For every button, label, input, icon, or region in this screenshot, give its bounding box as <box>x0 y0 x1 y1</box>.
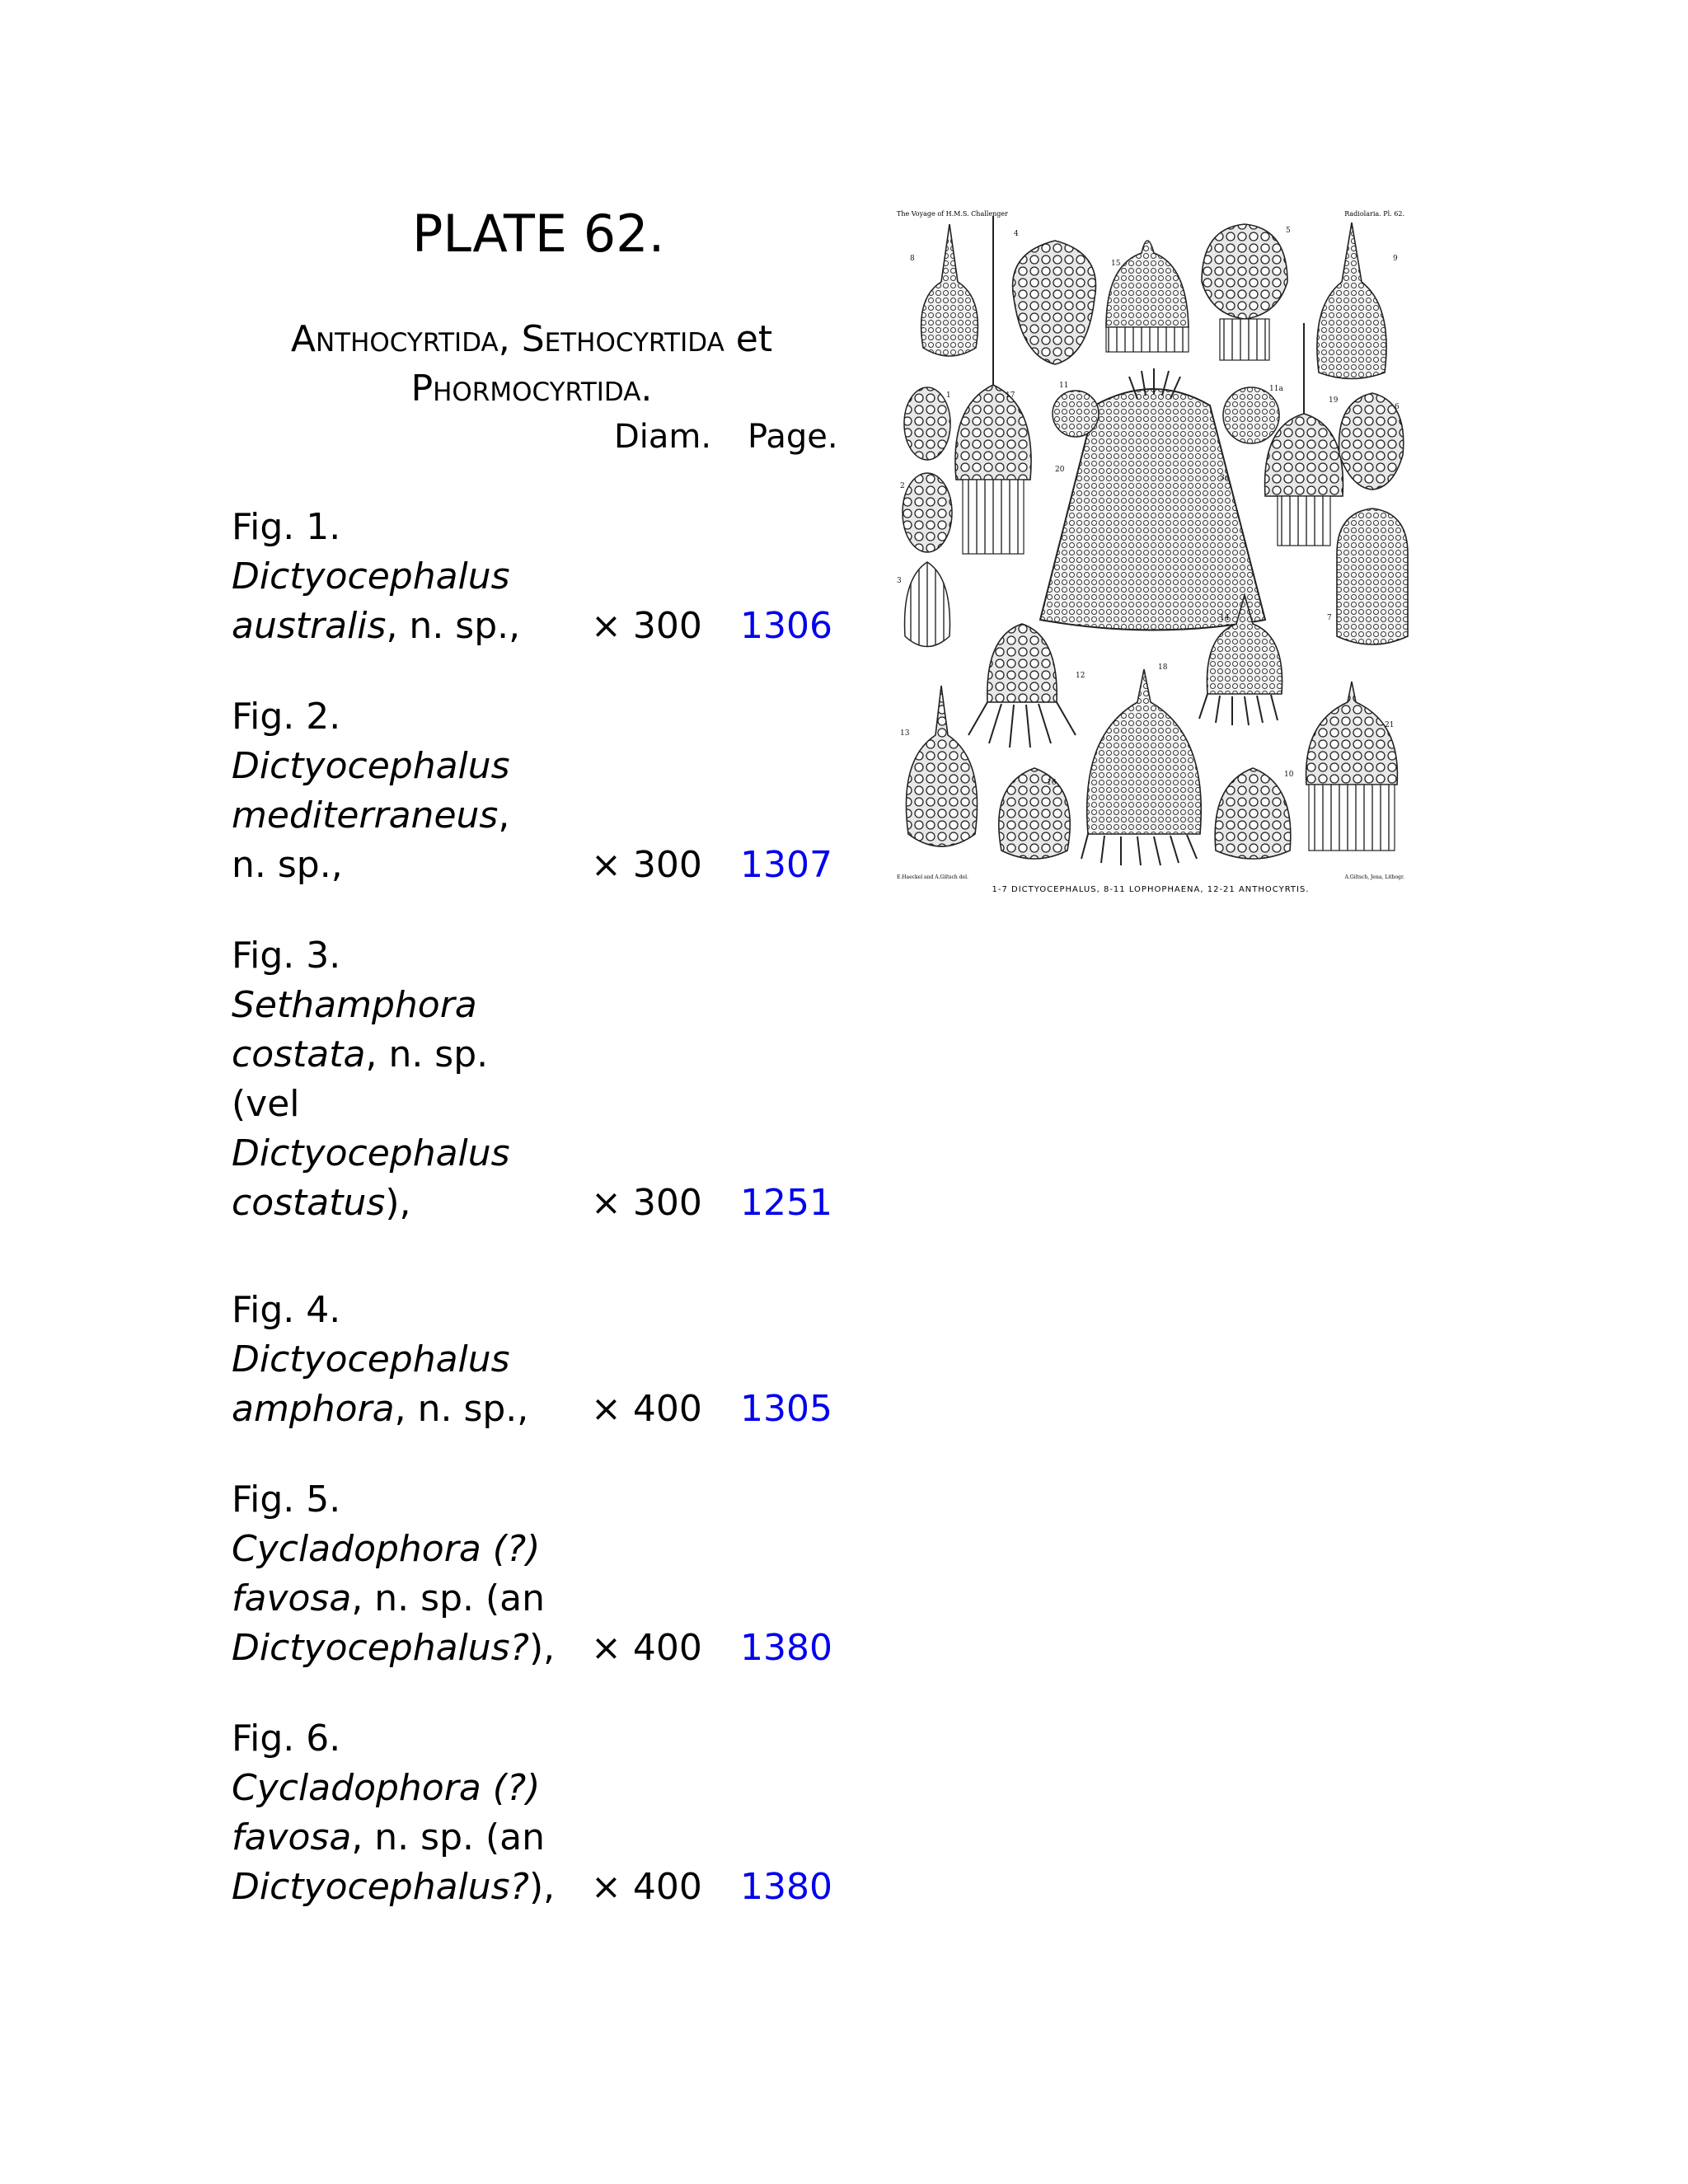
plate-illustration <box>890 208 1411 897</box>
specimen-5 <box>1202 224 1287 319</box>
species-name: Dictyocephalus? <box>232 1866 529 1908</box>
figure-name-line <box>232 1030 842 1080</box>
svg-text:1: 1 <box>946 391 951 400</box>
svg-text:21: 21 <box>1385 721 1395 729</box>
species-name: mediterraneus <box>232 794 499 837</box>
specimen-10 <box>1215 768 1291 859</box>
plate-subtitle <box>247 315 816 414</box>
figure-last-row <box>232 1179 842 1228</box>
figure-entry <box>232 692 842 890</box>
svg-text:11a: 11a <box>1269 385 1283 393</box>
name-text: n. sp., <box>232 844 343 886</box>
svg-text:18: 18 <box>1158 663 1168 672</box>
page-link[interactable]: 1306 <box>740 605 832 647</box>
name-text: , n. sp., <box>386 605 521 647</box>
figure-last-row <box>232 1624 842 1673</box>
magnification-value: × 400 <box>591 1388 702 1430</box>
figure-last-row <box>232 602 842 651</box>
specimen-4 <box>1013 241 1096 364</box>
plate-caption: 1-7 DICTYOCEPHALUS, 8-11 LOPHOPHAENA, 12-21 ANTHOCYRTIS. <box>992 885 1310 894</box>
svg-text:5: 5 <box>1286 227 1291 235</box>
specimen-19 <box>955 385 1031 480</box>
species-name: Cycladophora (?) <box>232 1767 541 1809</box>
magnification-value: × 300 <box>591 605 702 647</box>
magnification-value: × 300 <box>591 1182 702 1224</box>
species-name: costata <box>232 1033 366 1076</box>
figure-last-row <box>232 1385 842 1434</box>
specimen-9 <box>1317 223 1386 379</box>
magnification-value: × 300 <box>591 844 702 886</box>
figure-number: Fig. 1. <box>232 506 341 548</box>
svg-text:19: 19 <box>1329 396 1339 405</box>
svg-text:9: 9 <box>1393 255 1398 263</box>
plate-title: PLATE 62. <box>412 204 665 264</box>
figure-name-line <box>232 1385 528 1434</box>
page-link[interactable]: 1380 <box>740 1627 832 1669</box>
name-text: , n. sp. <box>365 1033 489 1076</box>
page-link[interactable]: 1305 <box>740 1388 832 1430</box>
figure-name-line <box>232 1129 842 1179</box>
figure-name-line <box>232 552 842 602</box>
magnification-value: × 400 <box>591 1866 702 1908</box>
svg-text:8: 8 <box>910 255 915 263</box>
figure-name-line <box>232 1813 842 1863</box>
specimen-12 <box>999 768 1070 859</box>
plate-footer-right: A.Giltsch, Jena, Lithogr. <box>1344 874 1404 880</box>
name-text: , n. sp. (an <box>351 1577 545 1619</box>
subtitle-family-last: Phormocyrtida. <box>410 368 653 410</box>
specimen-13 <box>906 686 977 846</box>
specimen-11a <box>1223 387 1279 443</box>
figure-entry <box>232 931 842 1228</box>
species-name: favosa <box>232 1577 352 1619</box>
specimen-2 <box>903 473 952 552</box>
figure-name-line <box>232 791 842 841</box>
specimen-16 <box>1087 669 1202 834</box>
figure-name-line <box>232 602 520 651</box>
figure-name-line <box>232 1764 842 1813</box>
figure-name-line <box>232 841 343 890</box>
specimen-17 <box>1106 241 1189 327</box>
svg-text:20: 20 <box>1055 466 1065 474</box>
name-text: , n. sp., <box>394 1388 529 1430</box>
name-text: , n. sp. (an <box>351 1816 545 1858</box>
subtitle-families: Anthocyrtida, Sethocyrtida <box>290 318 724 360</box>
svg-text:6: 6 <box>1395 403 1400 411</box>
column-header-page: Page. <box>748 418 838 456</box>
svg-text:16: 16 <box>1047 779 1057 787</box>
name-text: ), <box>528 1866 556 1908</box>
magnification-value: × 400 <box>591 1627 702 1669</box>
subtitle-et: et <box>735 318 773 360</box>
figure-name-line <box>232 742 842 791</box>
figure-name-line <box>232 1335 842 1385</box>
figure-name-line <box>232 1624 555 1673</box>
page-link[interactable]: 1307 <box>740 844 832 886</box>
plate-footer-left: E.Haeckel and A.Giltsch del. <box>897 874 968 880</box>
species-name: Dictyocephalus <box>232 555 510 598</box>
name-text: (vel <box>232 1083 300 1125</box>
svg-text:15: 15 <box>1111 260 1121 268</box>
species-name: Dictyocephalus <box>232 745 510 787</box>
name-text: ), <box>528 1627 556 1669</box>
figure-name-line <box>232 1574 842 1624</box>
specimen-7 <box>1337 509 1408 644</box>
figure-entry <box>232 503 842 651</box>
figure-name-line <box>232 981 842 1030</box>
specimen-14 <box>987 624 1057 702</box>
plate-header-right: Radiolaria. Pl. 62. <box>1344 210 1404 218</box>
figure-number: Fig. 3. <box>232 935 341 977</box>
figure-name-line <box>232 1863 555 1912</box>
figure-number: Fig. 2. <box>232 696 341 738</box>
name-text: , <box>498 794 510 837</box>
svg-text:14: 14 <box>1220 614 1230 622</box>
specimen-6 <box>1339 393 1404 490</box>
figure-name-line <box>232 1179 410 1228</box>
species-name: australis <box>232 605 387 647</box>
figure-last-row <box>232 841 842 890</box>
page-link[interactable]: 1251 <box>740 1182 832 1224</box>
plate-header-left: The Voyage of H.M.S. Challenger <box>897 210 1008 218</box>
figure-entry <box>232 1714 842 1912</box>
svg-text:3: 3 <box>897 577 902 585</box>
svg-text:4: 4 <box>1014 230 1019 238</box>
svg-text:17: 17 <box>1006 391 1015 400</box>
specimen-1 <box>904 387 950 460</box>
svg-text:10: 10 <box>1284 771 1294 779</box>
species-name: favosa <box>232 1816 352 1858</box>
svg-text:3a: 3a <box>1220 474 1230 482</box>
species-name: Dictyocephalus? <box>232 1627 529 1669</box>
name-text: ), <box>385 1182 411 1224</box>
species-name: Dictyocephalus <box>232 1132 510 1174</box>
figure-number: Fig. 5. <box>232 1479 341 1521</box>
svg-text:13: 13 <box>900 729 910 738</box>
specimen-18 <box>1306 682 1398 785</box>
figure-name-line <box>232 1080 842 1129</box>
svg-text:11: 11 <box>1059 382 1069 390</box>
figure-entry <box>232 1286 842 1434</box>
svg-text:7: 7 <box>1327 614 1332 622</box>
svg-text:2: 2 <box>900 482 905 490</box>
specimen-3 <box>905 562 950 647</box>
specimen-11 <box>1053 391 1099 437</box>
species-name: costatus <box>232 1182 386 1224</box>
species-name: amphora <box>232 1388 395 1430</box>
svg-text:12: 12 <box>1076 672 1085 680</box>
page-link[interactable]: 1380 <box>740 1866 832 1908</box>
column-header-diam: Diam. <box>614 418 712 456</box>
figure-name-line <box>232 1525 842 1574</box>
species-name: Dictyocephalus <box>232 1338 510 1380</box>
figure-entry <box>232 1475 842 1673</box>
plate-illustration-svg <box>890 208 1411 897</box>
figure-last-row <box>232 1863 842 1912</box>
figure-number: Fig. 6. <box>232 1718 341 1760</box>
figure-number: Fig. 4. <box>232 1289 341 1331</box>
specimen-8 <box>921 224 978 356</box>
species-name: Sethamphora <box>232 984 477 1026</box>
species-name: Cycladophora (?) <box>232 1528 541 1570</box>
